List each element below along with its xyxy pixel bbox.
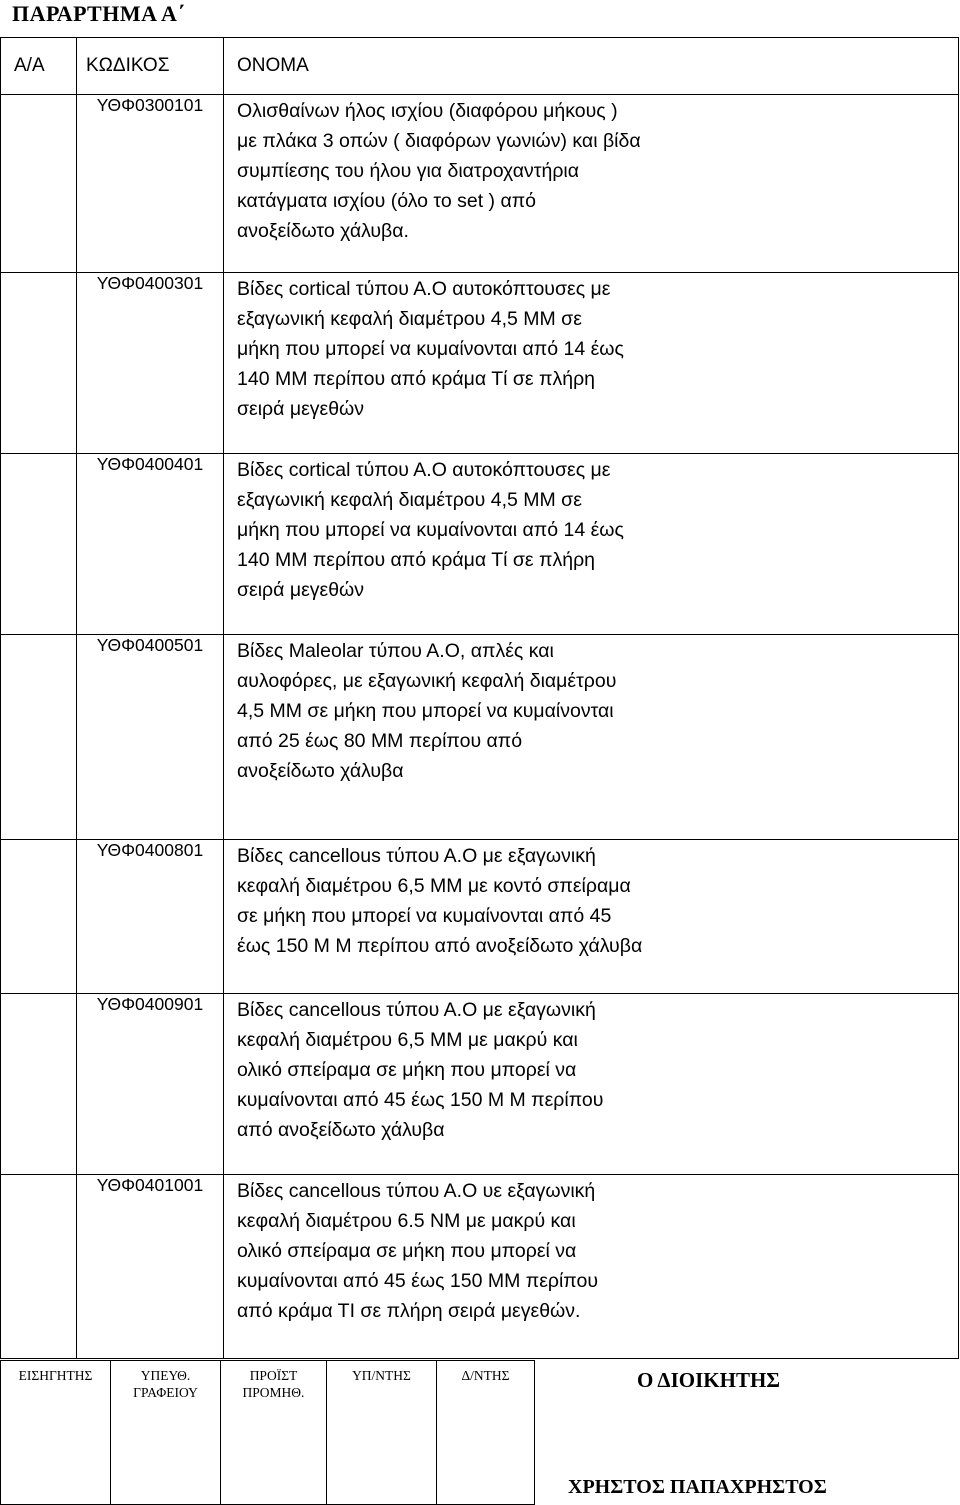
table-row	[1, 95, 959, 273]
signature-box-office-head: ΥΠΕΥΘ. ΓΡΑΦΕΙΟΥ	[111, 1361, 221, 1505]
item-code: ΥΘΦ0400801	[77, 840, 224, 994]
item-code: ΥΘΦ0400501	[77, 635, 224, 840]
page-title: ΠΑΡΑΡΤΗΜΑ Α΄	[12, 1, 186, 26]
table-row	[1, 273, 959, 454]
items-table	[0, 37, 959, 1359]
column-header-name: ΟΝΟΜΑ	[224, 38, 959, 95]
item-description: Βίδες Maleolar τύπου Α.Ο, απλές και αυλοφόρες, με εξαγωνική κεφαλή διαμέτρου 4,5 ΜΜ σε μήκη που μπορεί να κυμαίνονται από 25 έως 80 ΜΜ περίπου από ανοξείδωτο χάλυβα	[224, 635, 959, 840]
signature-box-rapporteur: ΕΙΣΗΓΗΤΗΣ	[1, 1361, 111, 1505]
table-row	[1, 994, 959, 1175]
column-header-code: ΚΩΔΙΚΟΣ	[77, 38, 224, 95]
item-description: Βίδες cortical τύπου Α.Ο αυτοκόπτουσες με εξαγωνική κεφαλή διαμέτρου 4,5 ΜΜ σε μήκη που μπορεί να κυμαίνονται από 14 έως 140 ΜΜ περίπου από κράμα Τί σε πλήρη σειρά μεγεθών	[224, 454, 959, 635]
director-name: ΧΡΗΣΤΟΣ ΠΑΠΑΧΡΗΣΤΟΣ	[568, 1476, 827, 1498]
row-number-cell	[1, 1175, 77, 1359]
row-number-cell	[1, 95, 77, 273]
item-description: Βίδες cortical τύπου Α.Ο αυτοκόπτουσες με εξαγωνική κεφαλή διαμέτρου 4,5 ΜΜ σε μήκη που μπορεί να κυμαίνονται από 14 έως 140 ΜΜ περίπου από κράμα Τί σε πλήρη σειρά μεγεθών	[224, 273, 959, 454]
item-code: ΥΘΦ0400301	[77, 273, 224, 454]
signature-box-director: Δ/ΝΤΗΣ	[437, 1361, 535, 1505]
table-row	[1, 454, 959, 635]
signature-box-procurement-head: ΠΡΟΪΣΤ ΠΡΟΜΗΘ.	[221, 1361, 327, 1505]
row-number-cell	[1, 273, 77, 454]
signature-box-deputy-director: ΥΠ/ΝΤΗΣ	[327, 1361, 437, 1505]
item-description: Ολισθαίνων ήλος ισχίου (διαφόρου μήκους ) με πλάκα 3 οπών ( διαφόρων γωνιών) και βίδα συμπίεσης του ήλου για διατροχαντήρια κατάγματα ισχίου (όλο το set ) από ανοξείδωτο χάλυβα.	[224, 95, 959, 273]
table-row	[1, 840, 959, 994]
table-row	[1, 1175, 959, 1359]
row-number-cell	[1, 635, 77, 840]
item-code: ΥΘΦ0400401	[77, 454, 224, 635]
column-header-aa: Α/Α	[1, 38, 77, 95]
item-code: ΥΘΦ0400901	[77, 994, 224, 1175]
row-number-cell	[1, 840, 77, 994]
item-description: Βίδες cancellous τύπου Α.Ο υε εξαγωνική κεφαλή διαμέτρου 6.5 ΝΜ με μακρύ και ολικό σπείραμα σε μήκη που μπορεί να κυμαίνονται από 45 έως 150 ΜΜ περίπου από κράμα ΤΙ σε πλήρη σειρά μεγεθών.	[224, 1175, 959, 1359]
row-number-cell	[1, 454, 77, 635]
item-description: Βίδες cancellous τύπου Α.Ο με εξαγωνική κεφαλή διαμέτρου 6,5 ΜΜ με κοντό σπείραμα σε μήκη που μπορεί να κυμαίνονται από 45 έως 150 Μ Μ περίπου από ανοξείδωτο χάλυβα	[224, 840, 959, 994]
signature-boxes	[0, 1360, 535, 1505]
table-row	[1, 635, 959, 840]
signature-area	[0, 1360, 960, 1505]
row-number-cell	[1, 994, 77, 1175]
item-code: ΥΘΦ0401001	[77, 1175, 224, 1359]
table-header-row	[1, 38, 959, 95]
item-code: ΥΘΦ0300101	[77, 95, 224, 273]
item-description: Βίδες cancellous τύπου Α.Ο με εξαγωνική κεφαλή διαμέτρου 6,5 ΜΜ με μακρύ και ολικό σπείραμα σε μήκη που μπορεί να κυμαίνονται από 45 έως 150 Μ Μ περίπου από ανοξείδωτο χάλυβα	[224, 994, 959, 1175]
director-title: Ο ΔΙΟΙΚΗΤΗΣ	[637, 1368, 781, 1392]
